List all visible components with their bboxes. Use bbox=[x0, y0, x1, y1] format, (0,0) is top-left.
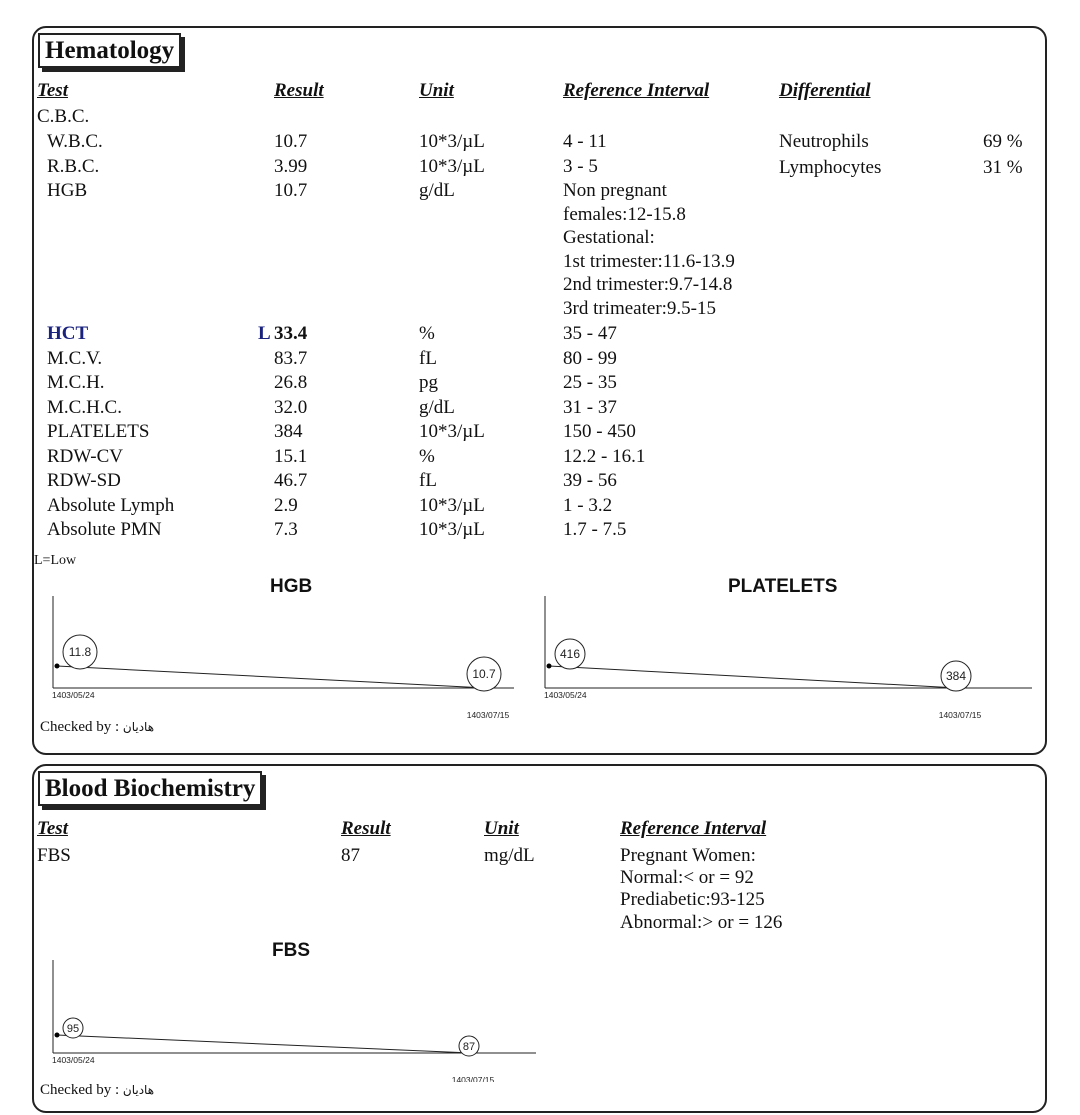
test-unit: % bbox=[419, 446, 435, 467]
reference-line: 25 - 35 bbox=[563, 372, 617, 393]
test-result: 32.0 bbox=[274, 397, 308, 418]
test-unit: mg/dL bbox=[484, 845, 535, 866]
test-name: W.B.C. bbox=[47, 131, 103, 152]
test-result: 3.99 bbox=[274, 156, 308, 177]
test-unit: fL bbox=[419, 470, 437, 491]
series-line bbox=[57, 1035, 471, 1053]
header-test: Test bbox=[37, 80, 68, 101]
x-tick-label: 1403/07/15 bbox=[451, 1075, 495, 1082]
fbs-trend-chart bbox=[46, 958, 538, 1082]
diff-value: 31 % bbox=[983, 157, 1023, 178]
platelets-trend-chart bbox=[538, 594, 1034, 718]
reference-line: Non pregnant bbox=[563, 180, 667, 201]
test-result: 15.1 bbox=[274, 446, 308, 467]
x-tick-label: 1403/07/15 bbox=[466, 710, 510, 718]
diff-name: Neutrophils bbox=[779, 131, 869, 152]
reference-line: Gestational: bbox=[563, 227, 655, 248]
test-result: 10.7 bbox=[274, 180, 308, 201]
x-tick-label: 1403/05/24 bbox=[544, 690, 587, 700]
hgb-trend-chart bbox=[46, 594, 516, 718]
test-name: Absolute Lymph bbox=[47, 495, 175, 516]
test-name: RDW-SD bbox=[47, 470, 121, 491]
test-unit: 10*3/µL bbox=[419, 495, 485, 516]
reference-line: 3 - 5 bbox=[563, 156, 598, 177]
reference-line: 35 - 47 bbox=[563, 323, 617, 344]
test-name: M.C.V. bbox=[47, 348, 103, 369]
chart-title-fbs: FBS bbox=[272, 940, 310, 961]
test-unit: fL bbox=[419, 348, 437, 369]
reference-line: 1st trimester:11.6-13.9 bbox=[563, 251, 735, 272]
chart-title-hgb: HGB bbox=[270, 576, 313, 597]
data-label: 384 bbox=[945, 669, 967, 684]
test-name: R.B.C. bbox=[47, 156, 100, 177]
test-name: HCT bbox=[47, 323, 89, 344]
data-label: 10.7 bbox=[472, 667, 496, 682]
test-unit: pg bbox=[419, 372, 438, 393]
test-unit: 10*3/µL bbox=[419, 519, 485, 540]
test-result: 10.7 bbox=[274, 131, 308, 152]
test-result: 2.9 bbox=[274, 495, 298, 516]
checked-by-label: Checked by : bbox=[40, 719, 120, 735]
reference-line: Abnormal:> or = 126 bbox=[620, 912, 783, 933]
checked-by-name: هادیان bbox=[122, 720, 155, 734]
x-tick-label: 1403/05/24 bbox=[52, 1055, 95, 1065]
diff-value: 69 % bbox=[983, 131, 1023, 152]
test-name: M.C.H.C. bbox=[47, 397, 122, 418]
test-name: RDW-CV bbox=[47, 446, 123, 467]
data-label: 11.8 bbox=[68, 645, 92, 660]
data-point bbox=[55, 664, 60, 669]
series-line bbox=[57, 666, 486, 688]
series-line bbox=[549, 666, 958, 688]
test-name: HGB bbox=[47, 180, 88, 201]
test-name: FBS bbox=[37, 845, 71, 866]
data-point bbox=[547, 664, 552, 669]
reference-line: 12.2 - 16.1 bbox=[563, 446, 646, 467]
test-result: 26.8 bbox=[274, 372, 308, 393]
checked-by bbox=[40, 719, 154, 736]
reference-line: 39 - 56 bbox=[563, 470, 617, 491]
header-reference-interval: Reference Interval bbox=[563, 80, 710, 101]
header-unit: Unit bbox=[484, 818, 519, 839]
reference-line: Normal:< or = 92 bbox=[620, 867, 754, 888]
reference-line: 80 - 99 bbox=[563, 348, 617, 369]
checked-by bbox=[40, 1082, 154, 1099]
hematology-title: Hematology bbox=[38, 33, 181, 68]
x-tick-label: 1403/05/24 bbox=[52, 690, 95, 700]
reference-line: females:12-15.8 bbox=[563, 204, 686, 225]
reference-line: 4 - 11 bbox=[563, 131, 607, 152]
biochemistry-title: Blood Biochemistry bbox=[38, 771, 262, 806]
x-tick-label: 1403/07/15 bbox=[938, 710, 982, 718]
header-test: Test bbox=[37, 818, 68, 839]
test-result: 33.4 bbox=[274, 323, 308, 344]
test-unit: g/dL bbox=[419, 180, 455, 201]
test-result: 83.7 bbox=[274, 348, 308, 369]
test-result: 87 bbox=[341, 845, 360, 866]
test-name: M.C.H. bbox=[47, 372, 105, 393]
reference-line: Prediabetic:93-125 bbox=[620, 889, 765, 910]
cbc-group-label: C.B.C. bbox=[37, 106, 90, 127]
header-reference-interval: Reference Interval bbox=[620, 818, 767, 839]
data-point bbox=[55, 1033, 60, 1038]
reference-line: 1 - 3.2 bbox=[563, 495, 613, 516]
data-label: 416 bbox=[559, 647, 581, 662]
test-unit: 10*3/µL bbox=[419, 156, 485, 177]
data-label: 87 bbox=[462, 1040, 476, 1053]
header-result: Result bbox=[274, 80, 324, 101]
checked-by-name: هادیان bbox=[122, 1083, 155, 1097]
header-differential: Differential bbox=[779, 80, 871, 101]
reference-line: 1.7 - 7.5 bbox=[563, 519, 627, 540]
flag-legend: L=Low bbox=[34, 553, 77, 568]
test-unit: 10*3/µL bbox=[419, 131, 485, 152]
result-flag: L bbox=[258, 323, 271, 344]
reference-line: Pregnant Women: bbox=[620, 845, 756, 866]
test-result: 384 bbox=[274, 421, 303, 442]
reference-line: 3rd trimeater:9.5-15 bbox=[563, 298, 717, 319]
diff-name: Lymphocytes bbox=[779, 157, 882, 178]
test-result: 7.3 bbox=[274, 519, 298, 540]
chart-title-platelets: PLATELETS bbox=[728, 576, 838, 597]
reference-line: 150 - 450 bbox=[563, 421, 636, 442]
reference-line: 2nd trimester:9.7-14.8 bbox=[563, 274, 733, 295]
header-unit: Unit bbox=[419, 80, 454, 101]
header-result: Result bbox=[341, 818, 391, 839]
checked-by-label: Checked by : bbox=[40, 1082, 120, 1098]
test-name: PLATELETS bbox=[47, 421, 150, 442]
reference-line: 31 - 37 bbox=[563, 397, 617, 418]
test-unit: 10*3/µL bbox=[419, 421, 485, 442]
test-unit: g/dL bbox=[419, 397, 455, 418]
data-label: 95 bbox=[66, 1022, 80, 1035]
test-name: Absolute PMN bbox=[47, 519, 162, 540]
test-result: 46.7 bbox=[274, 470, 308, 491]
test-unit: % bbox=[419, 323, 435, 344]
